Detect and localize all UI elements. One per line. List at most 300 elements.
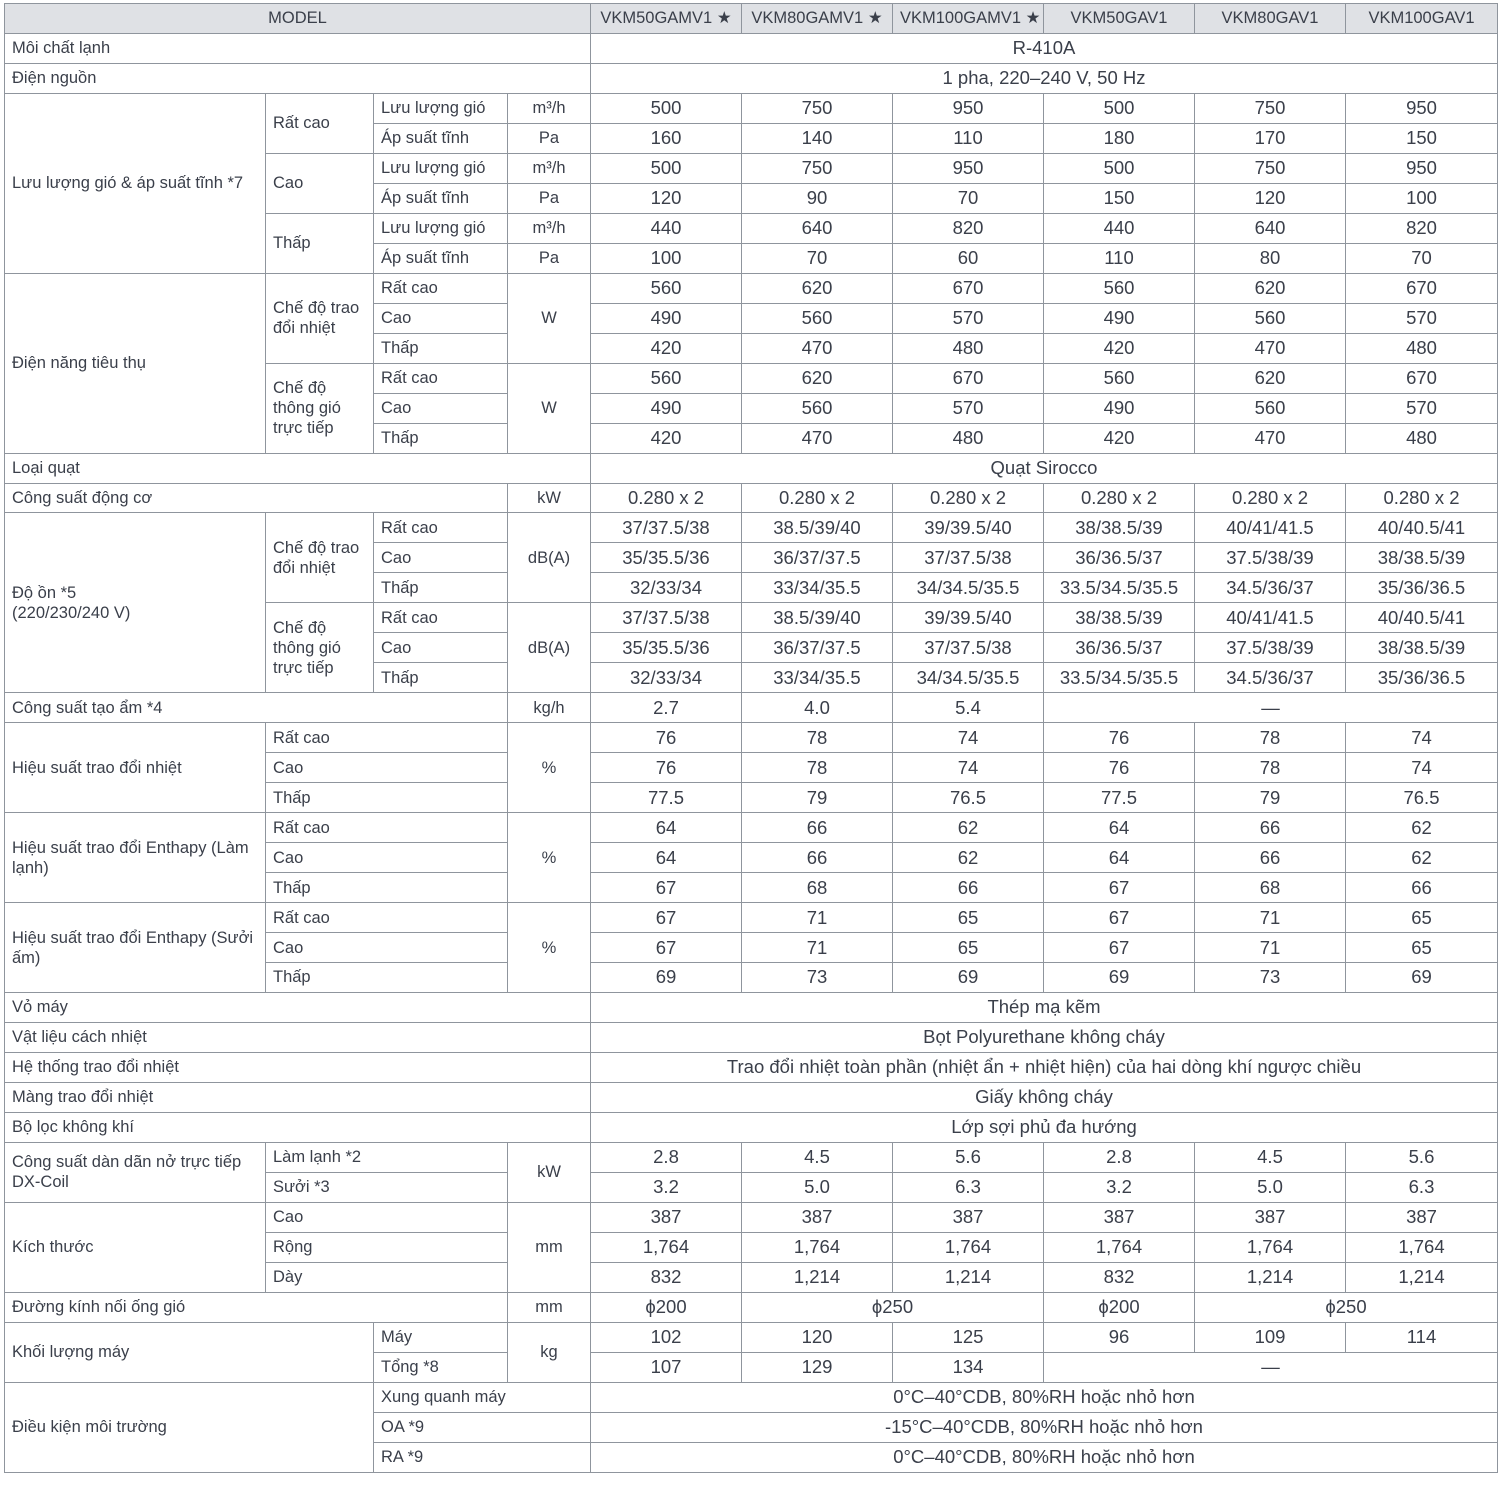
motor-value: 0.280 x 2 [1346, 483, 1498, 513]
exchange-element-row [5, 1082, 1498, 1112]
noise-value: 32/33/34 [591, 573, 742, 603]
noise-value: 40/41/41.5 [1195, 513, 1346, 543]
airflow-pressure-label: Áp suất tĩnh [374, 123, 508, 153]
power-value: 560 [742, 393, 893, 423]
motor-value: 0.280 x 2 [742, 483, 893, 513]
noise-value: 36/37/37.5 [742, 543, 893, 573]
efficiency-value: 78 [742, 753, 893, 783]
pressure-value: 100 [1346, 183, 1498, 213]
humidifying-label: Công suất tạo ẩm *4 [5, 693, 508, 723]
noise-value: 38/38.5/39 [1346, 633, 1498, 663]
noise-value: 36/36.5/37 [1044, 543, 1195, 573]
power-value: 570 [893, 393, 1044, 423]
weight-total-value: 129 [742, 1352, 893, 1382]
power-value: 480 [893, 423, 1044, 453]
refrigerant-row [5, 33, 1498, 63]
exchange-system-label: Hệ thống trao đổi nhiệt [5, 1052, 591, 1082]
unit-cell: mm [508, 1292, 591, 1322]
airflow-value: 950 [893, 153, 1044, 183]
airflow-label: Lưu lượng gió & áp suất tĩnh *7 [5, 93, 266, 273]
noise-value: 37/37.5/38 [893, 633, 1044, 663]
unit-cell: m³/h [508, 153, 591, 183]
dx-coil-row [5, 1142, 1498, 1172]
airflow-value: 950 [1346, 93, 1498, 123]
weight-machine-label: Máy [374, 1322, 508, 1352]
power-consumption-row [5, 273, 1498, 303]
dimension-level-label: Dày [266, 1262, 508, 1292]
airflow-value: 750 [742, 93, 893, 123]
power-consumption-label: Điện năng tiêu thụ [5, 273, 266, 453]
fan-type-value: Quạt Sirocco [591, 453, 1498, 483]
model-header: MODEL [5, 4, 591, 34]
efficiency-value: 76 [1044, 723, 1195, 753]
airflow-flow-row [5, 93, 1498, 123]
refrigerant-value: R-410A [591, 33, 1498, 63]
efficiency-value: 79 [1195, 783, 1346, 813]
unit-cell: % [508, 903, 591, 993]
noise-level-label: Cao [374, 543, 508, 573]
weight-value: 114 [1346, 1322, 1498, 1352]
efficiency-value: 73 [742, 963, 893, 993]
noise-value: 33.5/34.5/35.5 [1044, 573, 1195, 603]
airflow-value: 440 [1044, 213, 1195, 243]
level-label: Thấp [266, 873, 508, 903]
unit-cell: % [508, 813, 591, 903]
efficiency-value: 71 [742, 903, 893, 933]
airflow-value: 750 [1195, 153, 1346, 183]
noise-value: 38/38.5/39 [1346, 543, 1498, 573]
unit-cell: dB(A) [508, 603, 591, 693]
casing-label: Vỏ máy [5, 992, 591, 1022]
model-name-1: VKM50GAMV1 ★ [591, 4, 742, 34]
dx-coil-level-label: Làm lạnh *2 [266, 1142, 508, 1172]
airflow-value: 500 [591, 153, 742, 183]
power-value: 570 [1346, 393, 1498, 423]
pressure-value: 110 [1044, 243, 1195, 273]
dimension-value: 387 [1346, 1202, 1498, 1232]
power-value: 620 [1195, 363, 1346, 393]
efficiency-value: 69 [591, 963, 742, 993]
efficiency-value: 62 [1346, 843, 1498, 873]
refrigerant-label: Môi chất lạnh [5, 33, 591, 63]
dimension-value: 387 [591, 1202, 742, 1232]
dimension-value: 1,214 [1195, 1262, 1346, 1292]
enthalpy-cooling-label: Hiệu suất trao đổi Enthapy (Làm lạnh) [5, 813, 266, 903]
duct-diameter-row [5, 1292, 1498, 1322]
dimension-level-label: Cao [266, 1202, 508, 1232]
weight-value: 96 [1044, 1322, 1195, 1352]
pressure-value: 70 [1346, 243, 1498, 273]
enthalpy-heating-row [5, 903, 1498, 933]
noise-level-label: Thấp [374, 663, 508, 693]
weight-value: 125 [893, 1322, 1044, 1352]
humidifying-none: — [1044, 693, 1498, 723]
efficiency-value: 67 [591, 873, 742, 903]
pressure-value: 100 [591, 243, 742, 273]
model-name-3: VKM100GAMV1 ★ [893, 4, 1044, 34]
efficiency-value: 64 [1044, 843, 1195, 873]
unit-cell: W [508, 363, 591, 453]
noise-value: 38.5/39/40 [742, 513, 893, 543]
efficiency-value: 77.5 [1044, 783, 1195, 813]
pressure-value: 120 [1195, 183, 1346, 213]
airflow-value: 640 [742, 213, 893, 243]
airflow-level-label: Thấp [266, 213, 374, 273]
efficiency-value: 76 [1044, 753, 1195, 783]
unit-cell: Pa [508, 123, 591, 153]
humidifying-value: 5.4 [893, 693, 1044, 723]
airflow-pressure-label: Áp suất tĩnh [374, 183, 508, 213]
noise-value: 35/36/36.5 [1346, 573, 1498, 603]
noise-title: Độ ồn *5 [12, 583, 77, 602]
dx-coil-value: 4.5 [742, 1142, 893, 1172]
airflow-value: 500 [1044, 93, 1195, 123]
efficiency-value: 71 [1195, 933, 1346, 963]
spec-table [4, 3, 1498, 1473]
exchange-system-row [5, 1052, 1498, 1082]
pressure-value: 150 [1044, 183, 1195, 213]
noise-value: 32/33/34 [591, 663, 742, 693]
power-value: 420 [591, 423, 742, 453]
dimension-value: 1,764 [1195, 1232, 1346, 1262]
dx-coil-value: 5.0 [742, 1172, 893, 1202]
efficiency-value: 65 [1346, 903, 1498, 933]
airflow-pressure-label: Áp suất tĩnh [374, 243, 508, 273]
efficiency-value: 69 [893, 963, 1044, 993]
efficiency-value: 77.5 [591, 783, 742, 813]
airflow-value: 820 [893, 213, 1044, 243]
efficiency-value: 65 [1346, 933, 1498, 963]
model-name-5: VKM80GAV1 [1195, 4, 1346, 34]
dx-coil-label: Công suất dàn dãn nở trực tiếp DX-Coil [5, 1142, 266, 1202]
level-label: Cao [266, 933, 508, 963]
noise-voltage: (220/230/240 V) [12, 603, 131, 622]
power-supply-value: 1 pha, 220–240 V, 50 Hz [591, 63, 1498, 93]
efficiency-value: 67 [1044, 933, 1195, 963]
motor-value: 0.280 x 2 [1044, 483, 1195, 513]
dimension-value: 1,764 [742, 1232, 893, 1262]
power-mode-label: Chế độ thông gió trực tiếp [266, 363, 374, 453]
environment-label: Điều kiện môi trường [5, 1382, 374, 1472]
power-value: 480 [1346, 333, 1498, 363]
power-value: 490 [1044, 303, 1195, 333]
noise-value: 37/37.5/38 [893, 543, 1044, 573]
noise-row [5, 513, 1498, 543]
dimension-value: 1,214 [893, 1262, 1044, 1292]
efficiency-value: 66 [893, 873, 1044, 903]
noise-value: 37/37.5/38 [591, 513, 742, 543]
weight-total-value: 134 [893, 1352, 1044, 1382]
unit-cell: dB(A) [508, 513, 591, 603]
noise-mode-label: Chế độ thông gió trực tiếp [266, 603, 374, 693]
humidifying-value: 4.0 [742, 693, 893, 723]
power-value: 490 [1044, 393, 1195, 423]
noise-value: 37/37.5/38 [591, 603, 742, 633]
model-name-6: VKM100GAV1 [1346, 4, 1498, 34]
duct-diameter-value: ϕ200 [1044, 1292, 1195, 1322]
noise-level-label: Cao [374, 633, 508, 663]
power-value: 560 [742, 303, 893, 333]
weight-label: Khối lượng máy [5, 1322, 374, 1382]
dx-coil-value: 2.8 [1044, 1142, 1195, 1172]
unit-cell: % [508, 723, 591, 813]
power-level-label: Thấp [374, 333, 508, 363]
efficiency-value: 74 [893, 753, 1044, 783]
airflow-value: 750 [1195, 93, 1346, 123]
power-level-label: Cao [374, 393, 508, 423]
noise-value: 36/36.5/37 [1044, 633, 1195, 663]
power-value: 480 [893, 333, 1044, 363]
noise-level-label: Thấp [374, 573, 508, 603]
dimension-value: 1,764 [1044, 1232, 1195, 1262]
power-value: 470 [742, 423, 893, 453]
level-label: Rất cao [266, 813, 508, 843]
level-label: Cao [266, 753, 508, 783]
pressure-value: 80 [1195, 243, 1346, 273]
unit-cell: kW [508, 1142, 591, 1202]
power-value: 490 [591, 303, 742, 333]
exchange-system-value: Trao đổi nhiệt toàn phần (nhiệt ẩn + nhiệt hiện) của hai dòng khí ngược chiều [591, 1052, 1498, 1082]
unit-cell: m³/h [508, 213, 591, 243]
dx-coil-value: 5.6 [893, 1142, 1044, 1172]
dimension-value: 387 [742, 1202, 893, 1232]
environment-row [5, 1382, 1498, 1412]
level-label: Cao [266, 843, 508, 873]
noise-value: 38.5/39/40 [742, 603, 893, 633]
noise-value: 37.5/38/39 [1195, 543, 1346, 573]
level-label: Rất cao [266, 903, 508, 933]
power-value: 560 [1195, 393, 1346, 423]
efficiency-value: 71 [1195, 903, 1346, 933]
efficiency-value: 66 [1195, 843, 1346, 873]
efficiency-value: 78 [1195, 753, 1346, 783]
dx-coil-value: 6.3 [1346, 1172, 1498, 1202]
noise-level-label: Rất cao [374, 603, 508, 633]
efficiency-value: 68 [742, 873, 893, 903]
power-value: 670 [1346, 273, 1498, 303]
airflow-level-label: Rất cao [266, 93, 374, 153]
dimension-value: 1,764 [591, 1232, 742, 1262]
unit-cell: kg [508, 1322, 591, 1382]
unit-cell: Pa [508, 243, 591, 273]
efficiency-value: 66 [1195, 813, 1346, 843]
power-value: 560 [591, 363, 742, 393]
efficiency-value: 67 [1044, 873, 1195, 903]
noise-value: 34/34.5/35.5 [893, 573, 1044, 603]
pressure-value: 120 [591, 183, 742, 213]
dimensions-row [5, 1202, 1498, 1232]
dimension-value: 1,214 [1346, 1262, 1498, 1292]
airflow-value: 820 [1346, 213, 1498, 243]
exchange-element-label: Màng trao đổi nhiệt [5, 1082, 591, 1112]
motor-output-row [5, 483, 1498, 513]
efficiency-value: 78 [1195, 723, 1346, 753]
dimension-value: 1,764 [1346, 1232, 1498, 1262]
airflow-flow-label: Lưu lượng gió [374, 93, 508, 123]
efficiency-value: 66 [742, 843, 893, 873]
level-label: Thấp [266, 963, 508, 993]
environment-value: 0°C–40°CDB, 80%RH hoặc nhỏ hơn [591, 1382, 1498, 1412]
weight-total-label: Tổng *8 [374, 1352, 508, 1382]
power-value: 620 [742, 363, 893, 393]
environment-value: -15°C–40°CDB, 80%RH hoặc nhỏ hơn [591, 1412, 1498, 1442]
header-row [5, 4, 1498, 34]
airflow-value: 500 [591, 93, 742, 123]
weight-value: 102 [591, 1322, 742, 1352]
pressure-value: 70 [742, 243, 893, 273]
power-supply-row [5, 63, 1498, 93]
noise-value: 35/35.5/36 [591, 543, 742, 573]
airflow-value: 440 [591, 213, 742, 243]
dimension-value: 1,214 [742, 1262, 893, 1292]
noise-value: 34/34.5/35.5 [893, 663, 1044, 693]
pressure-value: 150 [1346, 123, 1498, 153]
dimension-value: 387 [893, 1202, 1044, 1232]
environment-name-label: OA *9 [374, 1412, 591, 1442]
efficiency-value: 64 [591, 813, 742, 843]
pressure-value: 110 [893, 123, 1044, 153]
pressure-value: 70 [893, 183, 1044, 213]
power-value: 620 [1195, 273, 1346, 303]
casing-value: Thép mạ kẽm [591, 992, 1498, 1022]
motor-output-label: Công suất động cơ [5, 483, 508, 513]
efficiency-value: 65 [893, 933, 1044, 963]
power-value: 570 [893, 303, 1044, 333]
environment-value: 0°C–40°CDB, 80%RH hoặc nhỏ hơn [591, 1442, 1498, 1473]
enthalpy-cooling-row [5, 813, 1498, 843]
unit-cell: kg/h [508, 693, 591, 723]
dimension-value: 832 [1044, 1262, 1195, 1292]
dimension-value: 1,764 [893, 1232, 1044, 1262]
efficiency-value: 74 [1346, 753, 1498, 783]
power-value: 670 [893, 273, 1044, 303]
power-value: 570 [1346, 303, 1498, 333]
airflow-value: 640 [1195, 213, 1346, 243]
power-level-label: Rất cao [374, 363, 508, 393]
noise-value: 33/34/35.5 [742, 573, 893, 603]
noise-value: 40/40.5/41 [1346, 603, 1498, 633]
power-value: 420 [1044, 423, 1195, 453]
power-value: 470 [742, 333, 893, 363]
noise-label [5, 513, 266, 693]
duct-diameter-value: ϕ200 [591, 1292, 742, 1322]
unit-cell: Pa [508, 183, 591, 213]
efficiency-value: 64 [591, 843, 742, 873]
insulation-label: Vật liệu cách nhiệt [5, 1022, 591, 1052]
dx-coil-value: 3.2 [1044, 1172, 1195, 1202]
efficiency-value: 66 [1346, 873, 1498, 903]
power-value: 420 [1044, 333, 1195, 363]
power-level-label: Cao [374, 303, 508, 333]
heat-efficiency-label: Hiệu suất trao đổi nhiệt [5, 723, 266, 813]
power-value: 670 [1346, 363, 1498, 393]
power-value: 560 [591, 273, 742, 303]
noise-value: 39/39.5/40 [893, 603, 1044, 633]
noise-mode-label: Chế độ trao đổi nhiệt [266, 513, 374, 603]
dimension-level-label: Rộng [266, 1232, 508, 1262]
dx-coil-value: 5.0 [1195, 1172, 1346, 1202]
airflow-value: 750 [742, 153, 893, 183]
air-filter-value: Lớp sợi phủ đa hướng [591, 1112, 1498, 1142]
weight-total-value: 107 [591, 1352, 742, 1382]
heat-efficiency-row [5, 723, 1498, 753]
airflow-level-label: Cao [266, 153, 374, 213]
airflow-flow-label: Lưu lượng gió [374, 153, 508, 183]
efficiency-value: 62 [893, 813, 1044, 843]
noise-value: 40/41/41.5 [1195, 603, 1346, 633]
level-label: Rất cao [266, 723, 508, 753]
power-value: 620 [742, 273, 893, 303]
power-level-label: Rất cao [374, 273, 508, 303]
power-supply-label: Điện nguồn [5, 63, 591, 93]
power-value: 470 [1195, 333, 1346, 363]
efficiency-value: 76.5 [893, 783, 1044, 813]
efficiency-value: 69 [1044, 963, 1195, 993]
fan-type-label: Loại quạt [5, 453, 591, 483]
air-filter-row [5, 1112, 1498, 1142]
pressure-value: 140 [742, 123, 893, 153]
air-filter-label: Bộ lọc không khí [5, 1112, 591, 1142]
airflow-value: 950 [893, 93, 1044, 123]
efficiency-value: 68 [1195, 873, 1346, 903]
efficiency-value: 62 [893, 843, 1044, 873]
pressure-value: 160 [591, 123, 742, 153]
power-value: 480 [1346, 423, 1498, 453]
efficiency-value: 66 [742, 813, 893, 843]
power-value: 470 [1195, 423, 1346, 453]
power-value: 670 [893, 363, 1044, 393]
dx-coil-value: 2.8 [591, 1142, 742, 1172]
environment-name-label: Xung quanh máy [374, 1382, 591, 1412]
efficiency-value: 62 [1346, 813, 1498, 843]
weight-total-none: — [1044, 1352, 1498, 1382]
dimension-value: 832 [591, 1262, 742, 1292]
pressure-value: 90 [742, 183, 893, 213]
power-value: 560 [1044, 273, 1195, 303]
model-name-4: VKM50GAV1 [1044, 4, 1195, 34]
noise-value: 34.5/36/37 [1195, 663, 1346, 693]
noise-value: 33/34/35.5 [742, 663, 893, 693]
efficiency-value: 65 [893, 903, 1044, 933]
airflow-flow-label: Lưu lượng gió [374, 213, 508, 243]
noise-value: 35/35.5/36 [591, 633, 742, 663]
pressure-value: 180 [1044, 123, 1195, 153]
efficiency-value: 76 [591, 723, 742, 753]
motor-value: 0.280 x 2 [893, 483, 1044, 513]
efficiency-value: 74 [893, 723, 1044, 753]
exchange-element-value: Giấy không cháy [591, 1082, 1498, 1112]
noise-value: 38/38.5/39 [1044, 603, 1195, 633]
noise-value: 34.5/36/37 [1195, 573, 1346, 603]
efficiency-value: 78 [742, 723, 893, 753]
weight-value: 109 [1195, 1322, 1346, 1352]
efficiency-value: 69 [1346, 963, 1498, 993]
dimension-value: 387 [1044, 1202, 1195, 1232]
dx-coil-value: 6.3 [893, 1172, 1044, 1202]
power-level-label: Thấp [374, 423, 508, 453]
noise-value: 37.5/38/39 [1195, 633, 1346, 663]
motor-value: 0.280 x 2 [591, 483, 742, 513]
model-name-2: VKM80GAMV1 ★ [742, 4, 893, 34]
noise-value: 33.5/34.5/35.5 [1044, 663, 1195, 693]
weight-row [5, 1322, 1498, 1352]
dx-coil-value: 4.5 [1195, 1142, 1346, 1172]
motor-value: 0.280 x 2 [1195, 483, 1346, 513]
noise-value: 36/37/37.5 [742, 633, 893, 663]
level-label: Thấp [266, 783, 508, 813]
humidifying-value: 2.7 [591, 693, 742, 723]
duct-diameter-value: ϕ250 [1195, 1292, 1498, 1322]
